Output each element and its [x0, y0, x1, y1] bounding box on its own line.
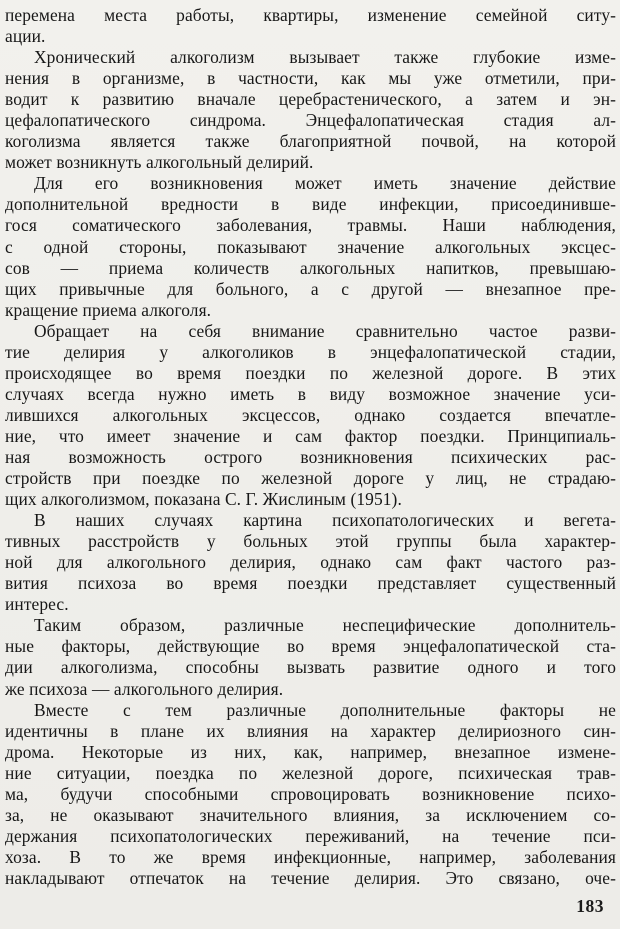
text-line: за, не оказывают значительного влияния, за исключением со- [5, 804, 616, 825]
text-line: дрома. Некоторые из них, как, например, внезапное измене- [5, 741, 616, 762]
text-line: водит к развитию вначале церебрастенического, а затем и эн- [5, 89, 616, 110]
text-line: Для его возникновения может иметь значение действие [34, 173, 616, 194]
text-line: щих алкоголизмом, показана С. Г. Жислиным (1951). [5, 489, 402, 510]
text-line: дии алкоголизма, способны вызвать развитие одного и того [5, 657, 616, 678]
text-line: интерес. [5, 594, 69, 615]
text-line: ные факторы, действующие во время энцефалопатической ста- [5, 636, 616, 657]
text-line: перемена места работы, квартиры, изменение семейной ситу- [5, 5, 616, 25]
text-line: кращение приема алкоголя. [5, 299, 212, 320]
text-line: ние, что имеет значение и сам фактор поездки. Принципиаль- [5, 425, 616, 446]
text-line: накладывают отпечаток на течение делирия. Это связано, оче- [5, 867, 616, 888]
text-line: тивных расстройств у больных этой группы была характер- [5, 531, 616, 552]
text-line: гося соматического заболевания, травмы. Наши наблюдения, [5, 215, 616, 236]
text-line: ной для алкогольного делирия, однако сам факт частого раз- [5, 552, 616, 573]
text-line: ние ситуации, поездка по железной дороге, психическая трав- [5, 762, 616, 783]
text-line: идентичны в плане их влияния на характер делириозного син- [5, 720, 616, 741]
text-line: хоза. В то же время инфекционные, например, заболевания [5, 846, 616, 867]
page-number: 183 [576, 896, 604, 916]
text-block [5, 5, 616, 889]
text-line: коголизма является также благоприятной почвой, на которой [5, 131, 616, 152]
text-line: щих привычные для больного, а с другой — внезапное пре- [5, 278, 616, 299]
text-line: тие делирия у алкоголиков в энцефалопатической стадии, [5, 341, 616, 362]
text-line: цефалопатического синдрома. Энцефалопатическая стадия ал- [5, 110, 616, 131]
text-line: В наших случаях картина психопатологических и вегета- [34, 510, 616, 531]
text-line: же психоза — алкогольного делирия. [5, 678, 284, 699]
text-line: может возникнуть алкогольный делирий. [5, 152, 314, 173]
text-line: Обращает на себя внимание сравнительно частое разви- [34, 320, 616, 341]
text-line: ации. [5, 26, 46, 47]
text-line: Таким образом, различные неспецифические дополнитель- [34, 615, 616, 636]
text-line: держания психопатологических переживаний, на течение пси- [5, 825, 616, 846]
text-line: нения в организме, в частности, как мы уже отметили, при- [5, 68, 616, 89]
text-line: ма, будучи способными спровоцировать возникновение психо- [5, 783, 616, 804]
text-line: с одной стороны, показывают значение алкогольных эксцес- [5, 236, 616, 257]
text-line: вития психоза во время поездки представляет существенный [5, 573, 616, 594]
text-line: Вместе с тем различные дополнительные факторы не [34, 699, 616, 720]
text-line: стройств при поездке по железной дороге у лиц, не страдаю- [5, 468, 616, 489]
text-line: сов — приема количеств алкогольных напитков, превышаю- [5, 257, 616, 278]
text-line: лившихся алкогольных эксцессов, однако создается впечатле- [5, 404, 616, 425]
text-line: происходящее во время поездки по железной дороге. В этих [5, 362, 616, 383]
text-line: дополнительной вредности в виде инфекции, присоединивше- [5, 194, 616, 215]
text-line: ная возможность острого возникновения психических рас- [5, 446, 616, 467]
text-line: Хронический алкоголизм вызывает также глубокие изме- [34, 47, 616, 68]
text-line: случаях всегда нужно иметь в виду возможное значение уси- [5, 383, 616, 404]
